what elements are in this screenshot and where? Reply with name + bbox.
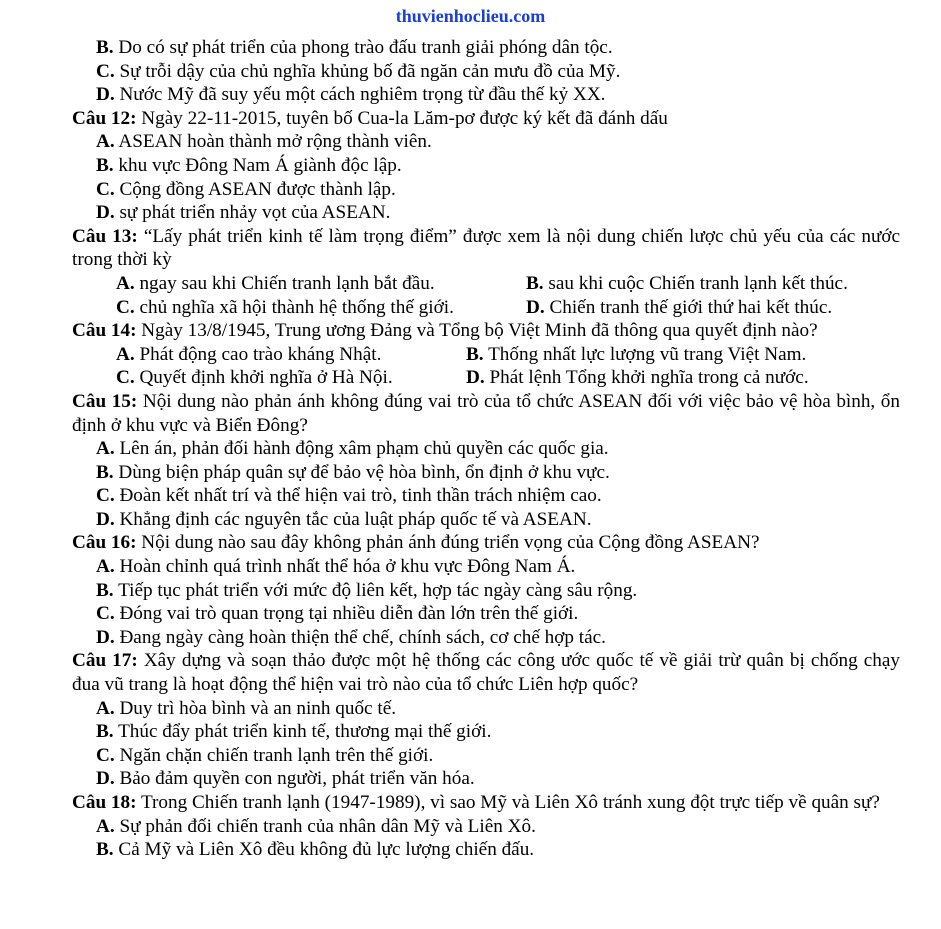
answer-option: D. sự phát triển nhảy vọt của ASEAN.: [96, 202, 391, 224]
question-list: [72, 36, 900, 862]
question-14: Câu 14: Ngày 13/8/1945, Trung ương Đảng và Tổng bộ Việt Minh đã thông qua quyết định nào?: [72, 320, 818, 342]
answer-option: D. Khẳng định các nguyên tắc của luật pháp quốc tế và ASEAN.: [96, 508, 592, 530]
answer-option: A. ASEAN hoàn thành mở rộng thành viên.: [96, 131, 432, 153]
answer-option: C. Đoàn kết nhất trí và thể hiện vai trò, tinh thần trách nhiệm cao.: [96, 485, 602, 507]
answer-option: A. Hoàn chỉnh quá trình nhất thể hóa ở khu vực Đông Nam Á.: [96, 556, 576, 578]
question-15: Câu 15: Nội dung nào phản ánh không đúng vai trò của tổ chức ASEAN đối với việc bảo vệ hòa bình, ổn định ở khu vực và Biển Đông?: [72, 390, 900, 436]
answer-option: C. Cộng đồng ASEAN được thành lập.: [96, 178, 396, 200]
answer-option: A. Lên án, phản đối hành động xâm phạm chủ quyền các quốc gia.: [96, 438, 609, 460]
question-16: Câu 16: Nội dung nào sau đây không phản ánh đúng triển vọng của Cộng đồng ASEAN?: [72, 532, 760, 554]
list-item: C. Sự trỗi dậy của chủ nghĩa khủng bố đã ngăn cản mưu đồ của Mỹ.: [96, 60, 621, 82]
answer-option: D. Đang ngày càng hoàn thiện thể chế, chính sách, cơ chế hợp tác.: [96, 626, 606, 648]
answer-grid: [72, 272, 900, 319]
question-17: Câu 17: Xây dựng và soạn thảo được một hệ thống các công ước quốc tế về giải trừ quân bị chống chạy đua vũ trang là hoạt động thể hiện vai trò nào của tổ chức Liên hợp quốc?: [72, 650, 900, 696]
answer-option: B. Tiếp tục phát triển với mức độ liên kết, hợp tác ngày càng sâu rộng.: [96, 579, 638, 601]
answer-option: D. Phát lệnh Tổng khởi nghĩa trong cả nước.: [466, 367, 809, 389]
answer-option: D. Chiến tranh thế giới thứ hai kết thúc.: [526, 296, 833, 318]
answer-option: A. Phát động cao trào kháng Nhật.: [116, 343, 382, 365]
answer-option: C. Quyết định khởi nghĩa ở Hà Nội.: [116, 367, 393, 389]
answer-option: B. Dùng biện pháp quân sự để bảo vệ hòa bình, ổn định ở khu vực.: [96, 461, 610, 483]
site-watermark: thuvienhoclieu.com: [395, 6, 546, 26]
answer-grid: [72, 343, 900, 390]
answer-option: A. Sự phản đối chiến tranh của nhân dân Mỹ và Liên Xô.: [96, 815, 536, 837]
answer-option: C. Ngăn chặn chiến tranh lạnh trên thế giới.: [96, 744, 434, 766]
question-13: Câu 13: “Lấy phát triển kinh tế làm trọng điểm” được xem là nội dung chiến lược chủ yếu của các nước trong thời kỳ: [72, 225, 901, 271]
answer-option: B. khu vực Đông Nam Á giành độc lập.: [96, 154, 402, 176]
list-item: D. Nước Mỹ đã suy yếu một cách nghiêm trọng từ đầu thế kỷ XX.: [96, 84, 606, 106]
answer-option: C. chủ nghĩa xã hội thành hệ thống thế giới.: [116, 296, 454, 318]
question-18: Câu 18: Trong Chiến tranh lạnh (1947-1989), vì sao Mỹ và Liên Xô tránh xung đột trực tiếp về quân sự?: [72, 792, 880, 813]
list-item: B. Do có sự phát triển của phong trào đấu tranh giải phóng dân tộc.: [96, 37, 613, 58]
answer-option: B. sau khi cuộc Chiến tranh lạnh kết thúc.: [526, 272, 848, 294]
question-12: Câu 12: Ngày 22-11-2015, tuyên bố Cua-la Lăm-pơ được ký kết đã đánh dấu: [72, 107, 668, 129]
answer-option: A. Duy trì hòa bình và an ninh quốc tế.: [96, 697, 397, 719]
answer-option: B. Thống nhất lực lượng vũ trang Việt Nam.: [466, 343, 807, 365]
answer-option: B. Thúc đẩy phát triển kinh tế, thương mại thế giới.: [96, 721, 492, 743]
answer-option: B. Cả Mỹ và Liên Xô đều không đủ lực lượng chiến đấu.: [96, 839, 535, 861]
answer-option: D. Bảo đảm quyền con người, phát triển văn hóa.: [96, 768, 475, 790]
answer-option: C. Đóng vai trò quan trọng tại nhiều diễn đàn lớn trên thế giới.: [96, 603, 579, 625]
answer-option: A. ngay sau khi Chiến tranh lạnh bắt đầu.: [116, 272, 435, 294]
